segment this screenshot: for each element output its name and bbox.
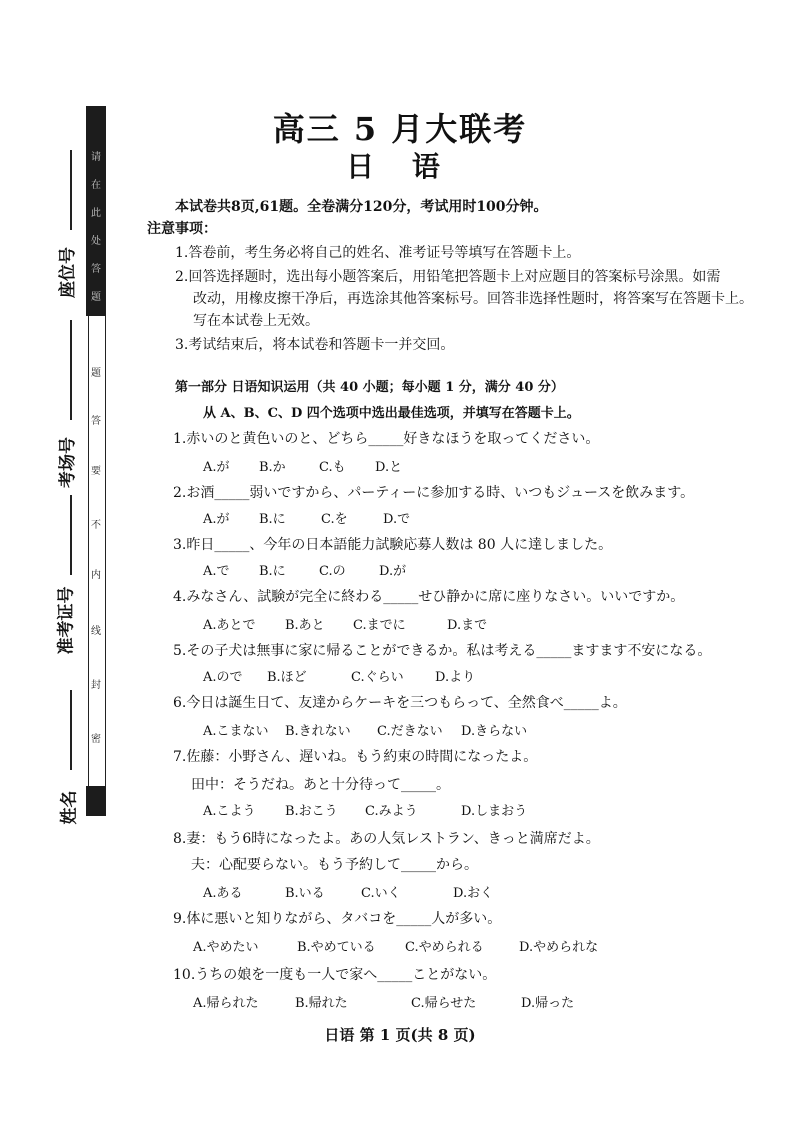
question-text: 7.佐藤：小野さん、遅いね。もう約束の時間になったよ。 bbox=[173, 749, 538, 765]
section-title: 第一部分 日语知识运用（共 40 小题；每小题 1 分，满分 40 分） bbox=[175, 380, 564, 395]
seal-char: 答 bbox=[91, 416, 101, 427]
option-a: A.こよう bbox=[203, 804, 256, 819]
option-b: B.ほど bbox=[267, 670, 307, 685]
option-b: B.いる bbox=[285, 886, 325, 901]
option-d: D.で bbox=[383, 512, 411, 527]
option-c: C.の bbox=[319, 564, 346, 579]
option-a: A.ある bbox=[203, 886, 243, 901]
notice-item: 写在本试卷上无效。 bbox=[193, 313, 319, 329]
page-footer: 日语 第 1 页(共 8 页) bbox=[324, 1026, 476, 1044]
seal-char: 在 bbox=[91, 180, 101, 191]
option-c: C.帰らせた bbox=[411, 996, 477, 1011]
option-c: C.いく bbox=[361, 886, 401, 901]
section-instruction: 从 A、B、C、D 四个选项中选出最佳选项，并填写在答题卡上。 bbox=[203, 406, 580, 421]
question-text: 4.みなさん、試験が完全に終わる_____せひ静かに席に座りなさい。いいですか。 bbox=[173, 589, 685, 605]
option-b: B.帰れた bbox=[295, 996, 348, 1011]
question-text: 5.その子犬は無事に家に帰ることができるか。私は考える_____ますます不安になる。 bbox=[173, 643, 712, 659]
option-a: A.やめたい bbox=[193, 940, 259, 955]
seal-strip-bottom bbox=[86, 786, 106, 816]
option-a: A.で bbox=[203, 564, 230, 579]
option-b: B.おこう bbox=[285, 804, 338, 819]
question-text: 9.体に悪いと知りながら、タバコを_____人が多い。 bbox=[173, 911, 502, 927]
exam-subject: 日 语 bbox=[346, 150, 454, 183]
option-d: D.やめられな bbox=[519, 940, 599, 955]
option-b: B.に bbox=[259, 512, 286, 527]
question-dialogue-line: 田中：そうだね。あと十分待って_____。 bbox=[191, 777, 450, 793]
seal-char: 此 bbox=[91, 208, 101, 219]
option-b: B.あと bbox=[285, 618, 325, 633]
seal-char: 线 bbox=[91, 626, 101, 637]
option-b: B.に bbox=[259, 564, 286, 579]
seal-strip-middle bbox=[88, 316, 106, 786]
notice-item: 1.答卷前，考生务必将自己的姓名、准考证号等填写在答题卡上。 bbox=[175, 245, 581, 261]
seal-char: 要 bbox=[91, 466, 101, 477]
option-a: A.が bbox=[203, 512, 230, 527]
option-c: C.ぐらい bbox=[351, 670, 404, 685]
option-d: D.まで bbox=[447, 618, 488, 633]
option-a: A.あとで bbox=[203, 618, 256, 633]
seal-char: 密 bbox=[91, 734, 101, 745]
seal-char: 处 bbox=[91, 236, 101, 247]
seal-char: 内 bbox=[91, 570, 101, 581]
exam-title: 高三 5 月大联考 bbox=[272, 110, 528, 148]
option-a: A.が bbox=[203, 460, 230, 475]
option-d: D.おく bbox=[453, 886, 494, 901]
notice-item: 2.回答选择题时，选出每小题答案后，用铅笔把答题卡上对应题目的答案标号涂黑。如需 bbox=[175, 269, 721, 285]
option-d: D.きらない bbox=[461, 724, 528, 739]
seal-char: 题 bbox=[91, 292, 101, 303]
option-d: D.が bbox=[379, 564, 407, 579]
exam-intro: 本试卷共8页,61题。全卷满分120分，考试用时100分钟。 bbox=[175, 199, 548, 215]
exam-id-line bbox=[70, 495, 72, 575]
option-b: B.やめている bbox=[297, 940, 376, 955]
seat-number-label: 座位号 bbox=[58, 247, 78, 298]
question-text: 1.赤いのと黄色いのと、どちら_____好きなほうを取ってください。 bbox=[173, 431, 600, 447]
option-b: B.か bbox=[259, 460, 286, 475]
option-c: C.も bbox=[319, 460, 346, 475]
option-d: D.と bbox=[375, 460, 403, 475]
notice-title: 注意事项： bbox=[147, 221, 217, 237]
option-c: C.までに bbox=[353, 618, 406, 633]
question-text: 3.昨日_____、今年の日本語能力試験応募人数は 80 人に達しました。 bbox=[173, 537, 613, 553]
option-c: C.みよう bbox=[365, 804, 418, 819]
option-d: D.しまおう bbox=[461, 804, 528, 819]
exam-id-label: 准考证号 bbox=[56, 586, 77, 655]
seal-strip bbox=[86, 106, 106, 816]
seal-char: 题 bbox=[91, 368, 101, 379]
question-dialogue-line: 夫：心配要らない。もう予約して_____から。 bbox=[191, 857, 478, 873]
option-d: D.帰った bbox=[521, 996, 575, 1011]
option-b: B.きれない bbox=[285, 724, 351, 739]
question-text: 10.うちの娘を一度も一人で家へ_____ことがない。 bbox=[173, 967, 497, 983]
option-a: A.こまない bbox=[203, 724, 269, 739]
notice-item: 改动，用橡皮擦干净后，再选涂其他答案标号。回答非选择性题时，将答案写在答题卡上。 bbox=[193, 291, 753, 307]
seal-char: 请 bbox=[91, 152, 101, 163]
option-c: C.やめられる bbox=[405, 940, 484, 955]
option-a: A.帰られた bbox=[193, 996, 259, 1011]
exam-room-label: 考场号 bbox=[58, 437, 78, 488]
seal-char: 答 bbox=[91, 264, 101, 275]
option-d: D.より bbox=[435, 670, 476, 685]
exam-room-line bbox=[70, 320, 72, 420]
seal-char: 不 bbox=[91, 520, 101, 531]
option-c: C.を bbox=[321, 512, 348, 527]
notice-item: 3.考试结束后，将本试卷和答题卡一并交回。 bbox=[175, 337, 455, 353]
question-text: 6.今日は誕生日て、友達からケーキを三つもらって、全然食べ_____よ。 bbox=[173, 695, 627, 711]
question-text: 8.妻：もう6時になったよ。あの人気レストラン、きっと満席だよ。 bbox=[173, 831, 600, 847]
question-text: 2.お酒_____弱いですから、パーティーに参加する時、いつもジュースを飲みます。 bbox=[173, 485, 695, 501]
name-label: 姓名 bbox=[59, 790, 80, 825]
option-a: A.ので bbox=[203, 670, 243, 685]
option-c: C.だきない bbox=[377, 724, 443, 739]
seal-char: 封 bbox=[91, 680, 101, 691]
name-line bbox=[70, 690, 72, 770]
